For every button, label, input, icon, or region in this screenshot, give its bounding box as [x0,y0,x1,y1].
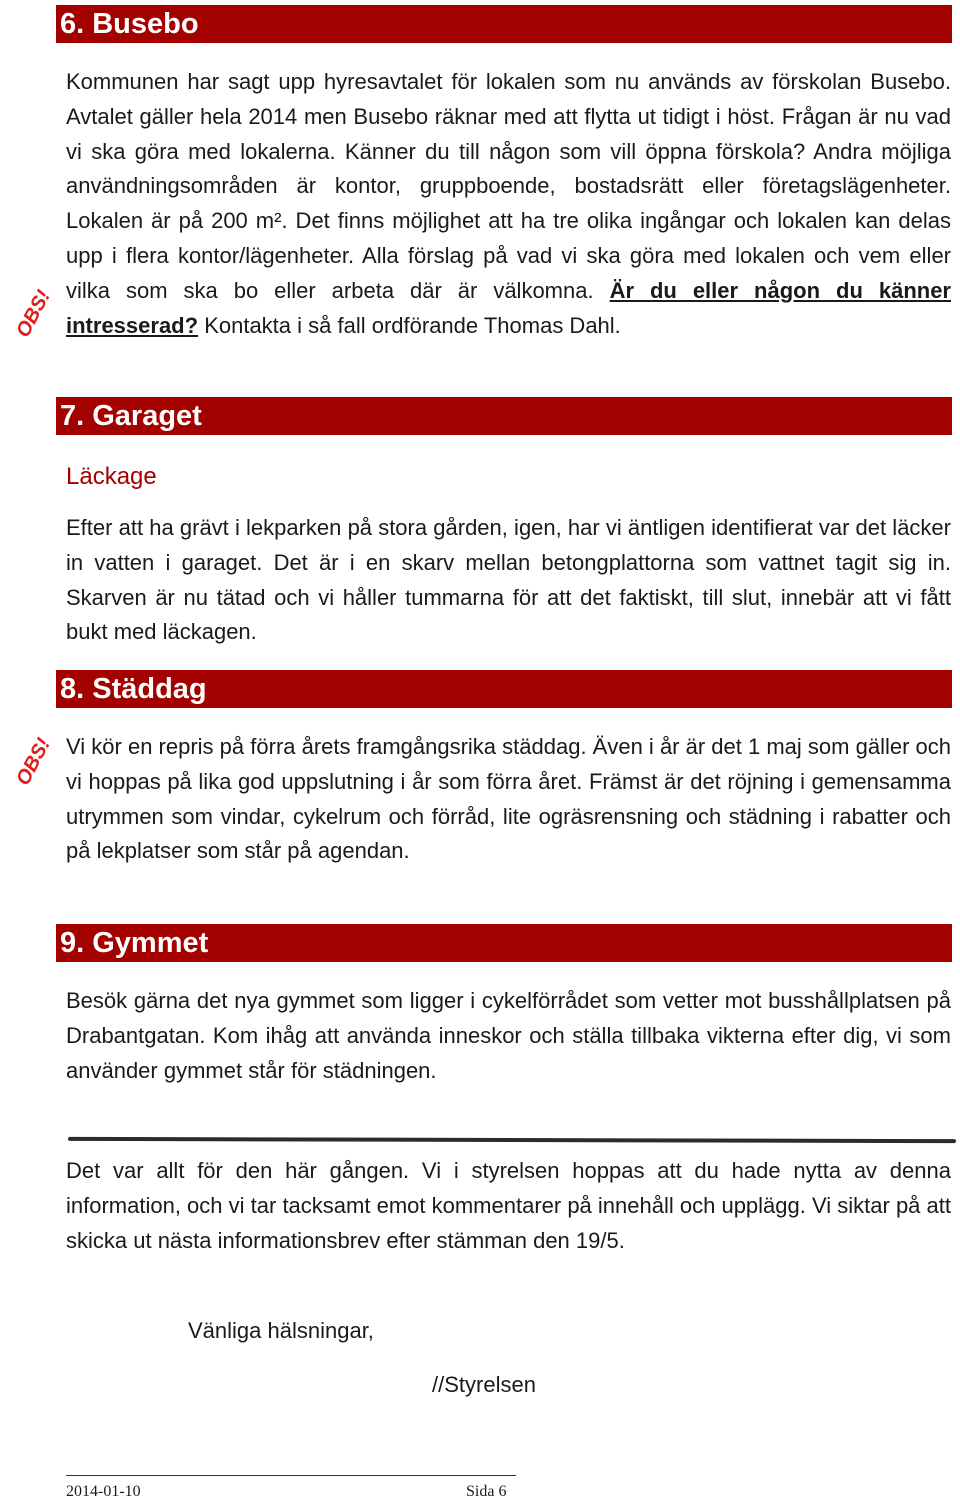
footer-rule [66,1475,516,1476]
section-heading-busebo: 6. Busebo [56,5,952,43]
garaget-paragraph: Efter att ha grävt i lekparken på stora gården, igen, har vi äntligen identifierat var det läcker in vatten i garaget. Det är i en skarv mellan betongplattorna som vattnet tagit sig in. Skarven är nu tätad och vi håller tummarna för att det faktiskt, till slut, innebär att vi fått bukt med läckagen. [66,515,951,645]
footer-page-number: Sida 6 [466,1483,507,1500]
obs-stamp-icon [4,282,56,342]
obs-stamp-text-2: OBS! [12,734,55,790]
section-heading-staddag: 8. Städdag [56,670,952,708]
busebo-paragraph [66,65,951,343]
closing-paragraph: Det var allt för den här gången. Vi i styrelsen hoppas att du hade nytta av denna information, och vi tar tacksamt emot kommentarer på innehåll och upplägg. Vi siktar på att skicka ut nästa informationsbrev efter stämman den 19/5. [66,1158,951,1253]
signature: //Styrelsen [432,1372,536,1397]
obs-stamp-icon-2 [4,730,56,790]
staddag-paragraph: Vi kör en repris på förra årets framgångsrika städdag. Även i år är det 1 maj som gäller och vi hoppas på lika god uppslutning i år som förra året. Främst är det röjning i gemensamma utrymmen som vindar, cykelrum och förråd, lite ogräsrensning och städning i rabatter och på lekplatser som står på agendan. [66,734,951,864]
busebo-contact: Kontakta i så fall ordförande Thomas Dahl. [204,312,621,338]
busebo-emphasis: Är du eller någon du känner intresserad? [66,277,951,338]
divider-rule [68,1137,956,1143]
busebo-text: Kommunen har sagt upp hyresavtalet för lokalen som nu används av förskolan Busebo. Avtalet gäller hela 2014 men Busebo räknar med att flytta ut tidigt i höst. Frågan är nu vad vi ska göra med lokalerna. Känner du till någon som vill öppna förskola? Andra möjliga användningsområden är kontor, gruppboende, bostadsrätt eller företagslägenheter. Lokalen är på 200 m². Det finns möjlighet att ha tre olika ingångar och lokalen kan delas upp i flera kontor/lägenheter. Alla förslag på vad vi ska göra med lokalen och vem eller vilka som ska bo eller arbeta där är välkomna. [66,69,951,303]
gymmet-paragraph: Besök gärna det nya gymmet som ligger i cykelförrådet som vetter mot busshållplatsen på Drabantgatan. Kom ihåg att använda inneskor och ställa tillbaka vikterna efter dig, vi som använder gymmet står för städningen. [66,988,951,1083]
section-heading-garaget: 7. Garaget [56,397,952,435]
footer-date: 2014-01-10 [66,1483,141,1500]
obs-stamp-text: OBS! [12,286,55,342]
greeting: Vänliga hälsningar, [188,1318,374,1343]
section-heading-gymmet: 9. Gymmet [56,924,952,962]
garaget-subheading: Läckage [66,463,157,490]
